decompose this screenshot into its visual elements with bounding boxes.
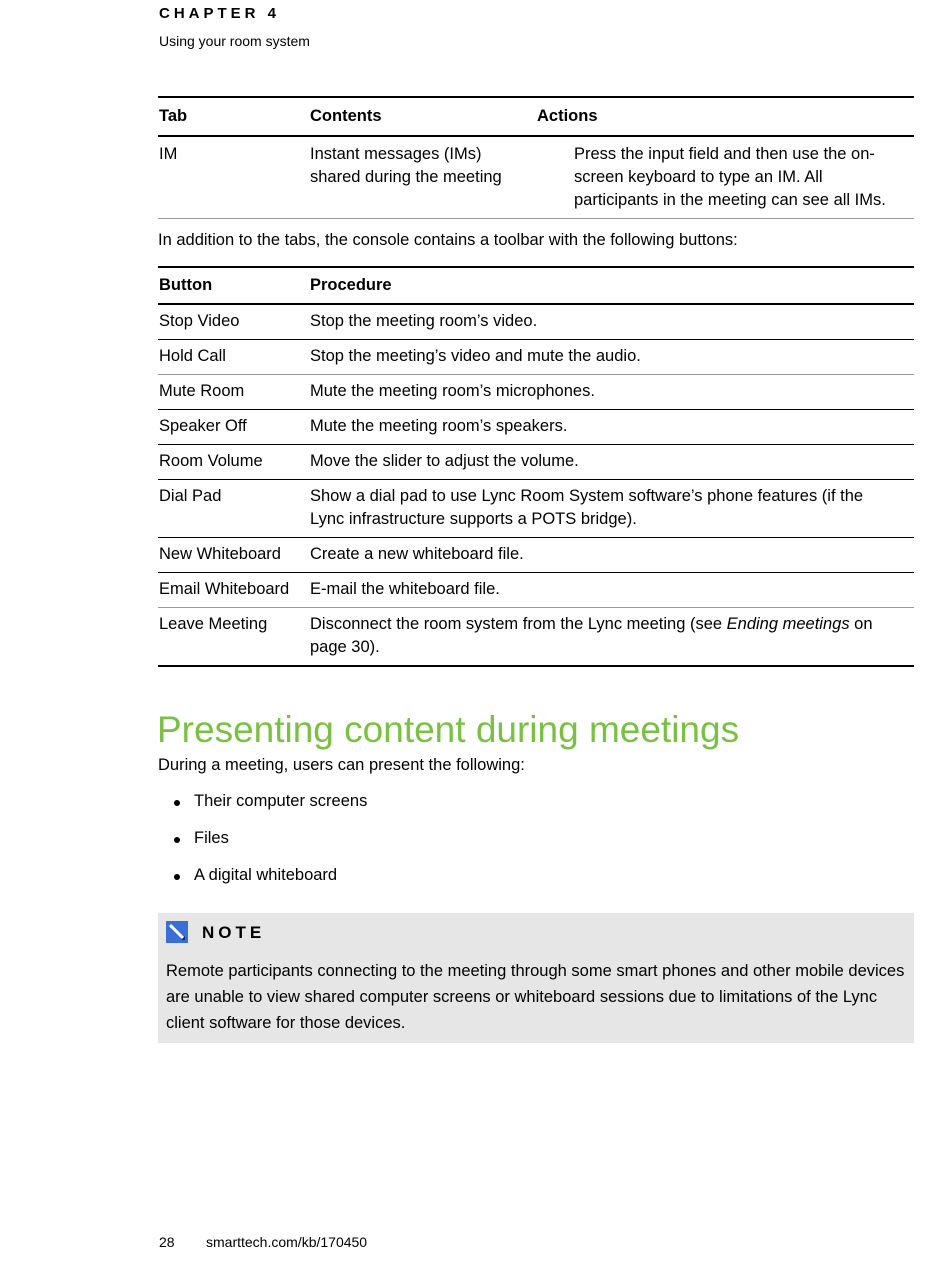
column-header-actions: Actions	[536, 97, 914, 136]
cell-contents: Instant messages (IMs) shared during the meeting	[309, 136, 536, 219]
column-header-tab: Tab	[158, 97, 309, 136]
chapter-label: CHAPTER 4	[159, 5, 281, 22]
note-title: NOTE	[202, 923, 266, 942]
section-heading: Presenting content during meetings	[157, 709, 740, 750]
cell-button: Room Volume	[158, 445, 309, 480]
cell-procedure: E-mail the whiteboard file.	[309, 573, 914, 608]
pencil-icon	[166, 921, 188, 943]
cell-button: New Whiteboard	[158, 538, 309, 573]
cell-procedure: Create a new whiteboard file.	[309, 538, 914, 573]
table-row	[158, 480, 914, 538]
note-box	[158, 913, 914, 1043]
list-item	[158, 792, 367, 829]
cell-procedure: Stop the meeting’s video and mute the audio.	[309, 340, 914, 375]
column-header-procedure: Procedure	[309, 267, 914, 304]
cell-button: Email Whiteboard	[158, 573, 309, 608]
table-row	[158, 445, 914, 480]
buttons-table	[158, 266, 914, 667]
table-row	[158, 304, 914, 340]
table-row	[158, 573, 914, 608]
table-row	[158, 340, 914, 375]
section-intro: During a meeting, users can present the following:	[158, 756, 525, 774]
bullet-list	[158, 792, 367, 903]
list-item-text: A digital whiteboard	[194, 866, 338, 884]
list-item-text: Files	[194, 829, 229, 847]
toolbar-intro-text: In addition to the tabs, the console contains a toolbar with the following buttons:	[158, 231, 738, 249]
cell-procedure: Mute the meeting room’s speakers.	[309, 410, 914, 445]
list-item-text: Their computer screens	[194, 792, 368, 810]
tabs-table	[158, 96, 914, 219]
cell-button: Mute Room	[158, 375, 309, 410]
table-header-row	[158, 267, 914, 304]
footer-url[interactable]: smarttech.com/kb/170450	[206, 1234, 368, 1250]
list-item	[158, 829, 367, 866]
cell-actions: Press the input field and then use the on-screen keyboard to type an IM. All participants in the meeting can see all IMs.	[536, 136, 914, 219]
cell-button: Dial Pad	[158, 480, 309, 538]
cell-button: Stop Video	[158, 304, 309, 340]
table-row	[158, 410, 914, 445]
cell-tab: IM	[158, 136, 309, 219]
procedure-text: on page 30).	[310, 615, 873, 656]
table-row	[158, 136, 914, 219]
bullet-icon	[174, 837, 180, 843]
table-row	[158, 608, 914, 667]
cell-procedure	[309, 608, 914, 667]
cell-procedure: Move the slider to adjust the volume.	[309, 445, 914, 480]
cell-button: Hold Call	[158, 340, 309, 375]
cell-procedure: Mute the meeting room’s microphones.	[309, 375, 914, 410]
table-header-row	[158, 97, 914, 136]
bullet-icon	[174, 800, 180, 806]
bullet-icon	[174, 874, 180, 880]
procedure-text: Disconnect the room system from the Lync meeting (see	[310, 615, 727, 633]
column-header-button: Button	[158, 267, 309, 304]
chapter-subtitle: Using your room system	[159, 33, 310, 49]
page-number: 28	[159, 1234, 175, 1250]
cell-button: Leave Meeting	[158, 608, 309, 667]
cell-button: Speaker Off	[158, 410, 309, 445]
note-body: Remote participants connecting to the meeting through some smart phones and other mobile devices are unable to view shared computer screens or whiteboard sessions due to limitations of the Lync client software for those devices.	[166, 962, 905, 1032]
cell-procedure: Show a dial pad to use Lync Room System software’s phone features (if the Lync infrastructure supports a POTS bridge).	[309, 480, 914, 538]
list-item	[158, 866, 367, 903]
column-header-contents: Contents	[309, 97, 536, 136]
table-row	[158, 375, 914, 410]
cell-procedure: Stop the meeting room’s video.	[309, 304, 914, 340]
table-row	[158, 538, 914, 573]
cross-reference-link[interactable]: Ending meetings	[726, 615, 850, 633]
